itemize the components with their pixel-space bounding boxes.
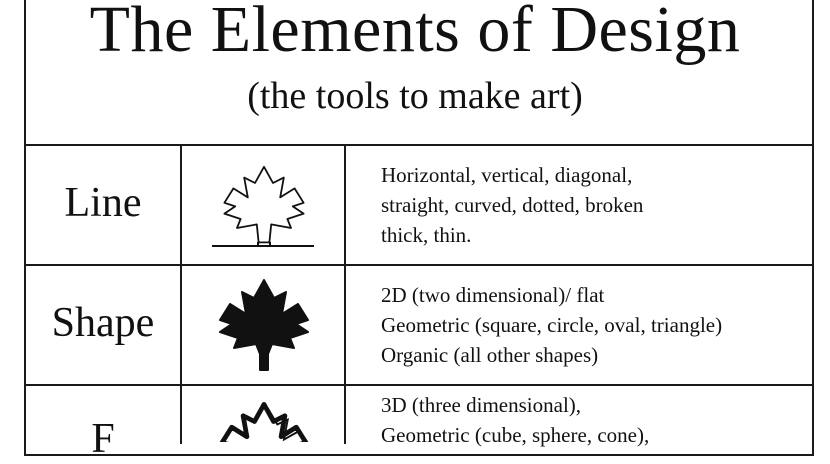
row-label-form: F (91, 416, 115, 462)
table-row-form (26, 386, 812, 462)
row-description-line (381, 160, 811, 250)
description-line: thick, thin. (381, 223, 472, 247)
maple-leaf-3d-icon (182, 392, 346, 442)
maple-leaf-filled-icon (182, 274, 346, 378)
description-line: 2D (two dimensional)/ flat (381, 283, 605, 307)
page-title: The Elements of Design (89, 0, 741, 66)
description-line: straight, curved, dotted, broken (381, 193, 644, 217)
description-line: 3D (three dimensional), (381, 393, 582, 417)
row-description-shape (381, 280, 811, 370)
description-line: Geometric (square, circle, oval, triangle) (381, 313, 723, 337)
page-subtitle: (the tools to make art) (247, 75, 583, 117)
description-line: Horizontal, vertical, diagonal, (381, 163, 633, 187)
description-line: Organic (all other shapes) (381, 343, 599, 367)
row-label-shape: Shape (51, 300, 155, 346)
description-line: Geometric (cube, sphere, cone), (381, 423, 650, 447)
maple-leaf-outline-icon (182, 156, 346, 256)
table-row-line (26, 146, 812, 264)
table-row-shape (26, 266, 812, 384)
row-label-line: Line (64, 180, 142, 226)
row-description-form (381, 390, 811, 450)
